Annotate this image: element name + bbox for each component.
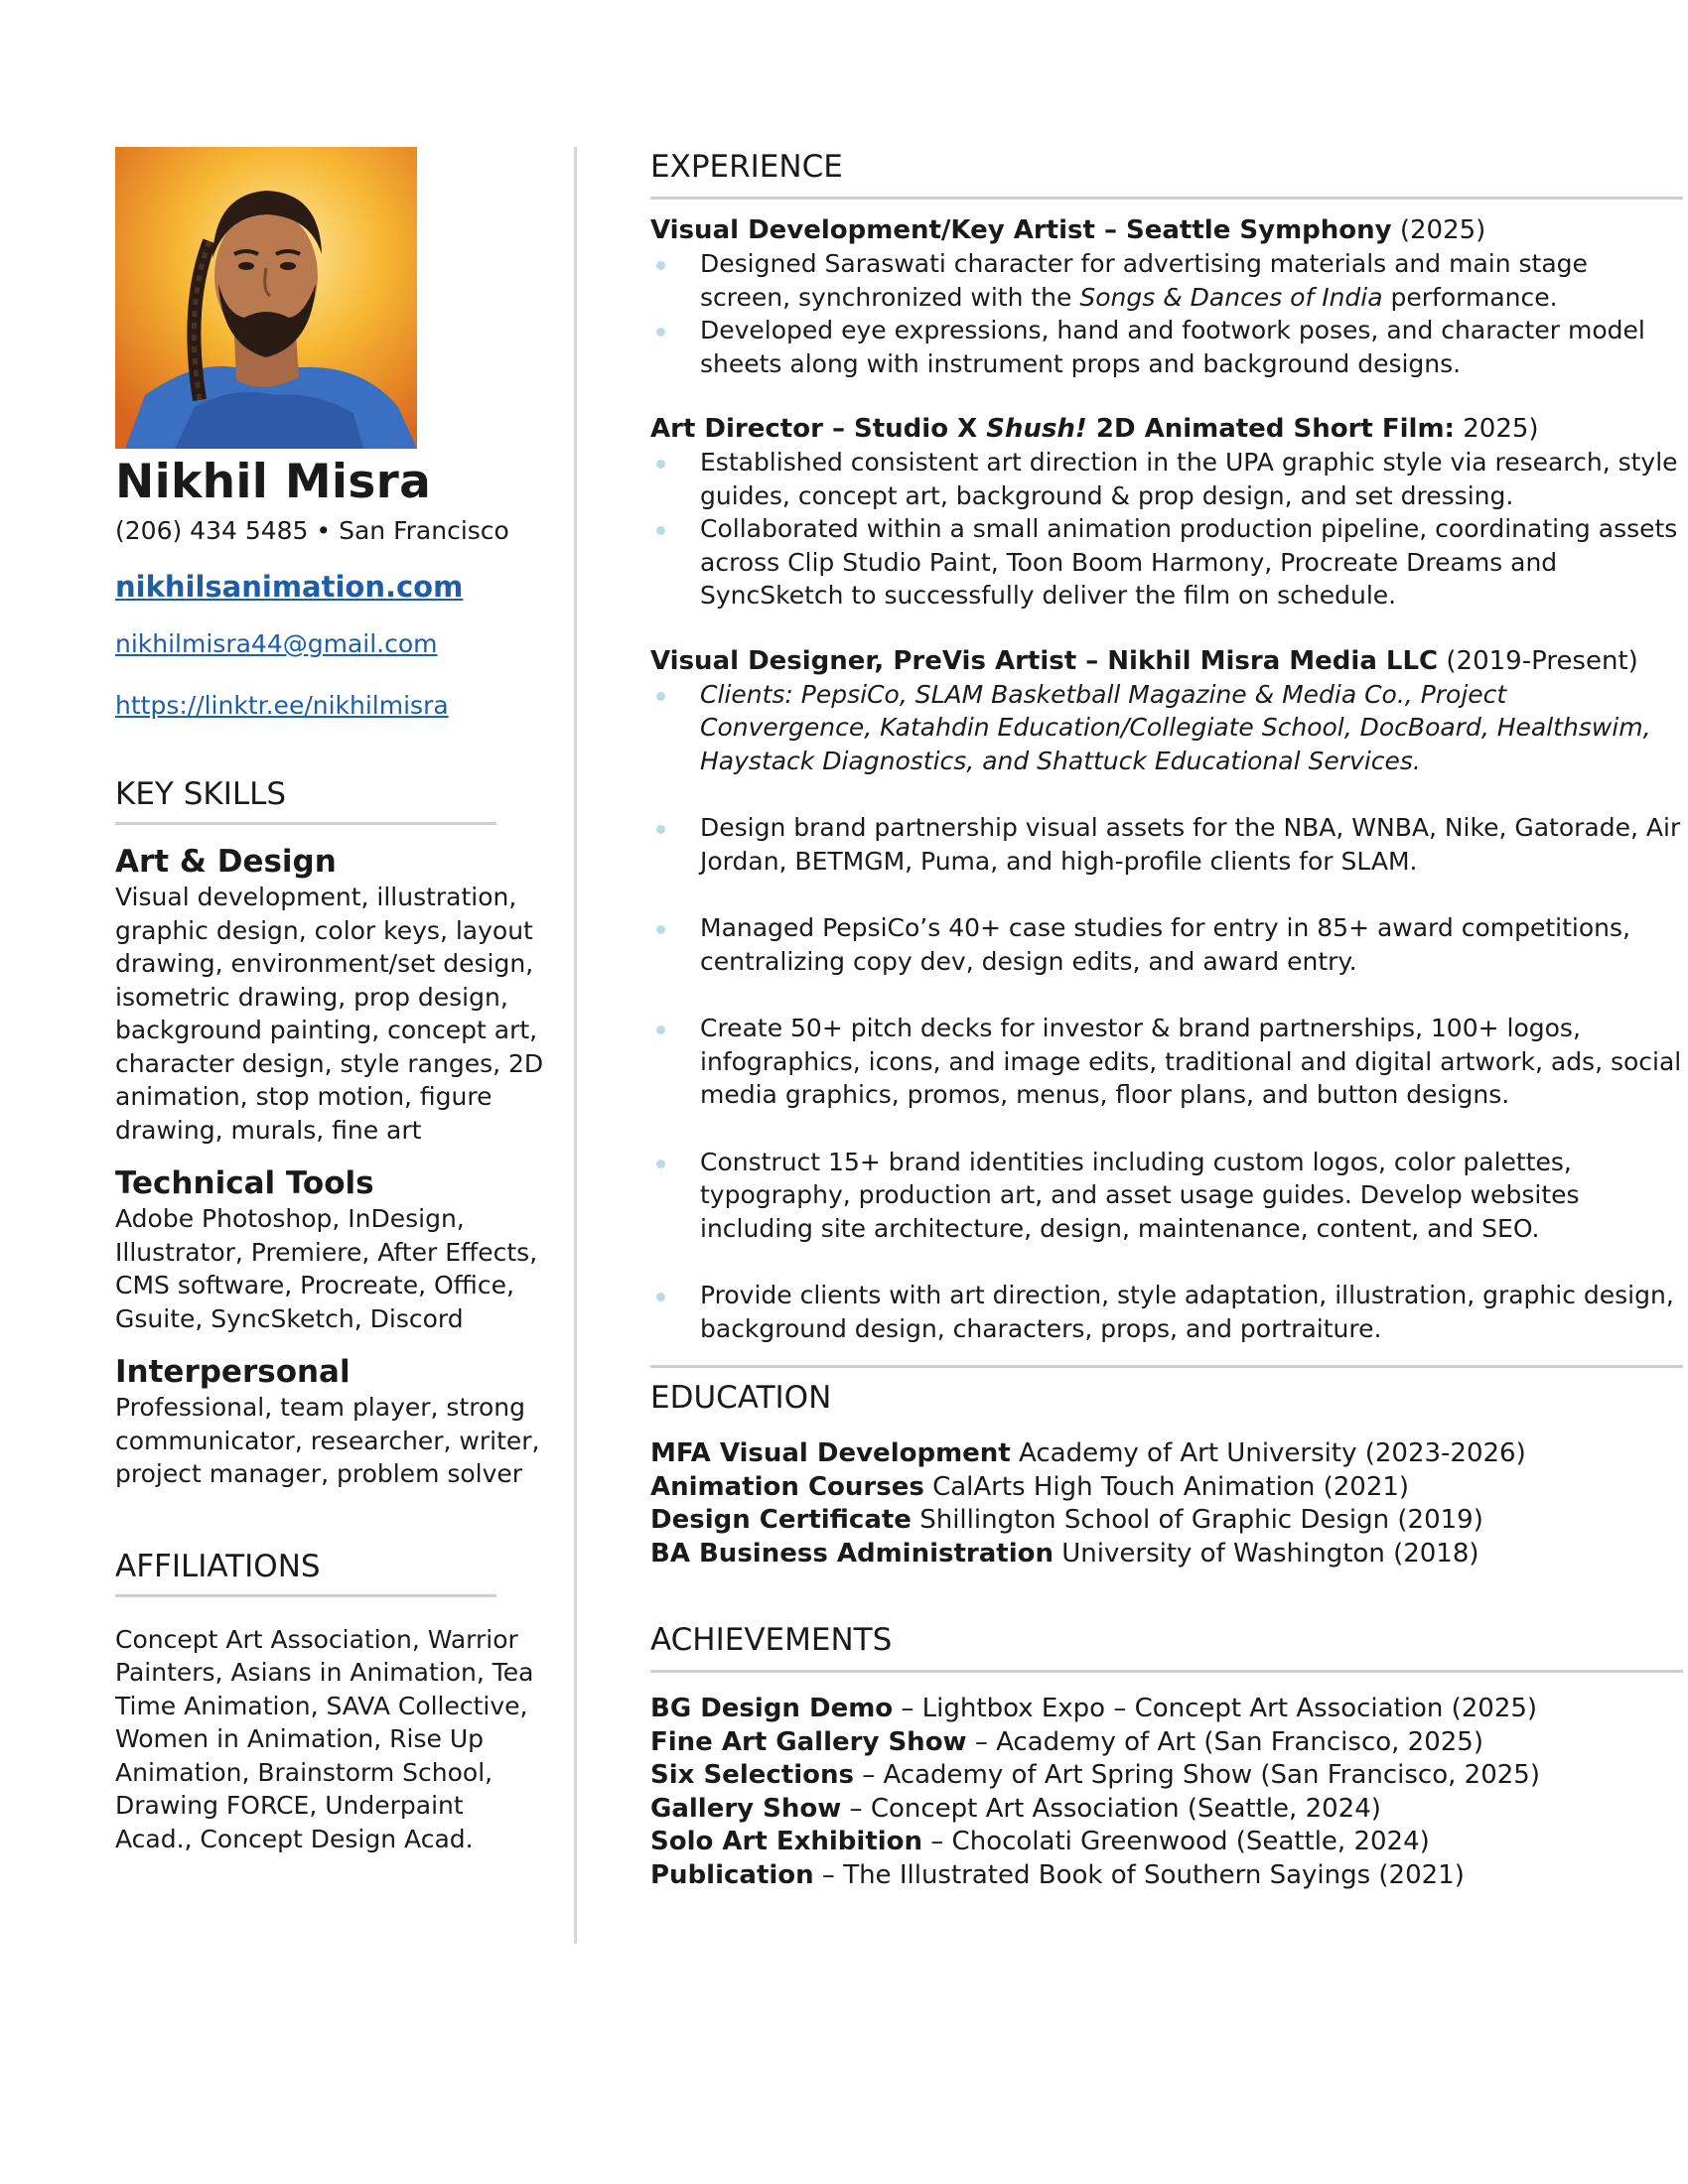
achievements-rule <box>650 1670 1683 1673</box>
achievement-item <box>650 1859 1683 1893</box>
bullet-item: Developed eye expressions, hand and footwork poses, and character model sheets along with instrument props and background designs. <box>650 314 1683 380</box>
skill-group-heading: Technical Tools <box>115 1165 374 1201</box>
bullet-item: Established consistent art direction in the UPA graphic style via research, style guides, concept art, background & prop design, and set dressing. <box>650 446 1683 512</box>
achievement-item <box>650 1793 1683 1827</box>
achievement-detail: – Academy of Art Spring Show (San Francisco, 2025) <box>853 1760 1540 1790</box>
job-entry <box>650 213 1683 380</box>
skill-group <box>115 1164 546 1335</box>
job-role: Visual Designer, PreVis Artist – Nikhil Misra Media LLC <box>650 645 1439 676</box>
achievement-detail: – Lightbox Expo – Concept Art Association (2025) <box>893 1694 1538 1723</box>
job-role-part: 2D Animated Short Film: <box>1086 414 1455 444</box>
website-link[interactable]: nikhilsanimation.com <box>115 570 464 604</box>
education-section <box>650 1378 1683 1570</box>
skill-group-text: Visual development, illustration, graphic design, color keys, layout drawing, environment/set design, isometric drawing, prop design, background painting, concept art, character design, style ranges, 2D animation, stop motion, figure drawing, murals, fine art <box>115 883 544 1145</box>
bullet-text: performance. <box>1382 282 1558 312</box>
skill-group <box>115 1353 546 1491</box>
job-years: (2025) <box>1391 215 1486 245</box>
achievement-detail: – Academy of Art (San Francisco, 2025) <box>966 1726 1483 1757</box>
achievements-section <box>650 1620 1683 1892</box>
skill-group-text: Professional, team player, strong communicator, researcher, writer, project manager, problem solver <box>115 1393 540 1488</box>
institution: Shillington School of Graphic Design (2019) <box>911 1505 1483 1535</box>
bullet-item: Managed PepsiCo’s 40+ case studies for entry in 85+ award competitions, centralizing copy dev, design edits, and award entry. <box>650 911 1683 978</box>
skill-group-heading: Art & Design <box>115 844 337 880</box>
institution: University of Washington (2018) <box>1054 1538 1479 1569</box>
clients-bullet: Clients: PepsiCo, SLAM Basketball Magazine & Media Co., Project Convergence, Katahdin Education/Collegiate School, DocBoard, Healthswim, Haystack Diagnostics, and Shattuck Educational Services. <box>650 678 1683 778</box>
achievement-name: Publication <box>650 1859 814 1890</box>
degree: MFA Visual Development <box>650 1438 1011 1468</box>
affiliations-title: AFFILIATIONS <box>115 1548 321 1584</box>
education-item <box>650 1437 1683 1471</box>
job-bullets <box>650 247 1683 380</box>
film-title: Shush! <box>986 414 1087 444</box>
education-list <box>650 1437 1683 1570</box>
job-years: 2025) <box>1454 414 1539 444</box>
degree: Design Certificate <box>650 1505 912 1535</box>
achievements-title: ACHIEVEMENTS <box>650 1622 893 1658</box>
achievement-detail: – Concept Art Association (Seattle, 2024) <box>841 1793 1381 1824</box>
achievement-name: Gallery Show <box>650 1793 842 1824</box>
contact-line: (206) 434 5485 • San Francisco <box>115 516 509 545</box>
bullet-text: Designed Saraswati character for advertising materials and main stage screen, synchronized with the <box>700 249 1588 312</box>
experience-section <box>650 147 1683 1345</box>
job-entry <box>650 412 1683 613</box>
achievement-name: Fine Art Gallery Show <box>650 1726 967 1757</box>
job-heading <box>650 412 1683 446</box>
education-item <box>650 1504 1683 1538</box>
skill-group-heading: Interpersonal <box>115 1354 351 1390</box>
skill-group <box>115 843 546 1147</box>
degree: Animation Courses <box>650 1471 924 1502</box>
institution: CalArts High Touch Animation (2021) <box>923 1471 1410 1502</box>
bullet-item: Design brand partnership visual assets for the NBA, WNBA, Nike, Gatorade, Air Jordan, BETMGM, Puma, and high-profile clients for SLAM. <box>650 811 1683 878</box>
affiliations-section <box>115 1547 546 1856</box>
affiliations-text: Concept Art Association, Warrior Painters, Asians in Animation, Tea Time Animation, SAVA Collective, Women in Animation, Rise Up Animation, Brainstorm School, Drawing FORCE, Underpaint Acad., Concept Design Acad. <box>115 1624 534 1853</box>
education-title: EDUCATION <box>650 1380 832 1416</box>
experience-title: EXPERIENCE <box>650 149 843 185</box>
achievement-name: Solo Art Exhibition <box>650 1827 923 1856</box>
experience-rule <box>650 197 1683 200</box>
contact-links <box>115 570 546 723</box>
achievement-item <box>650 1693 1683 1726</box>
key-skills-rule <box>115 822 496 825</box>
job-role-part: Art Director – Studio X <box>650 414 987 444</box>
job-heading <box>650 644 1683 678</box>
institution: Academy of Art University (2023-2026) <box>1010 1438 1526 1468</box>
right-column <box>650 147 1683 1892</box>
achievements-list <box>650 1693 1683 1892</box>
achievement-detail: – Chocolati Greenwood (Seattle, 2024) <box>922 1827 1430 1856</box>
candidate-name: Nikhil Misra <box>115 455 432 509</box>
achievement-detail: – The Illustrated Book of Southern Sayings (2021) <box>813 1859 1465 1890</box>
job-heading <box>650 213 1683 247</box>
email-link[interactable]: nikhilmisra44@gmail.com <box>115 629 438 658</box>
key-skills-section <box>115 774 546 1491</box>
job-role <box>650 414 1455 444</box>
bullet-item: Collaborated within a small animation production pipeline, coordinating assets across Clip Studio Paint, Toon Boom Harmony, Procreate Dreams and SyncSketch to successfully deliver the film on schedule. <box>650 512 1683 613</box>
education-rule-top <box>650 1365 1683 1368</box>
education-item <box>650 1471 1683 1505</box>
linktree-link[interactable]: https://linktr.ee/nikhilmisra <box>115 691 449 720</box>
job-bullets <box>650 678 1683 1346</box>
achievement-item <box>650 1726 1683 1760</box>
bullet-item: Provide clients with art direction, style adaptation, illustration, graphic design, background design, characters, props, and portraiture. <box>650 1279 1683 1345</box>
column-divider <box>574 147 577 1944</box>
job-bullets <box>650 446 1683 613</box>
bullet-item: Create 50+ pitch decks for investor & brand partnerships, 100+ logos, infographics, icons, and image edits, traditional and digital artwork, ads, social media graphics, promos, menus, floor plans, and button designs. <box>650 1012 1683 1112</box>
key-skills-title: KEY SKILLS <box>115 776 287 812</box>
achievement-name: BG Design Demo <box>650 1694 894 1723</box>
job-years: (2019-Present) <box>1438 645 1638 676</box>
bullet-emphasis: Songs & Dances of India <box>1079 282 1383 312</box>
skill-group-text: Adobe Photoshop, InDesign, Illustrator, Premiere, After Effects, CMS software, Procreate, Office, Gsuite, SyncSketch, Discord <box>115 1204 538 1333</box>
job-role: Visual Development/Key Artist – Seattle Symphony <box>650 215 1392 245</box>
job-entry <box>650 644 1683 1346</box>
achievement-item <box>650 1759 1683 1793</box>
achievement-item <box>650 1826 1683 1859</box>
bullet-item: Construct 15+ brand identities including custom logos, color palettes, typography, production art, and asset usage guides. Develop websites including site architecture, design, maintenance, content, and SEO. <box>650 1146 1683 1246</box>
left-column <box>115 147 546 1855</box>
bullet-item <box>650 247 1683 314</box>
affiliations-rule <box>115 1594 496 1597</box>
education-item <box>650 1538 1683 1571</box>
profile-portrait <box>115 147 417 449</box>
achievement-name: Six Selections <box>650 1760 854 1790</box>
degree: BA Business Administration <box>650 1538 1054 1569</box>
